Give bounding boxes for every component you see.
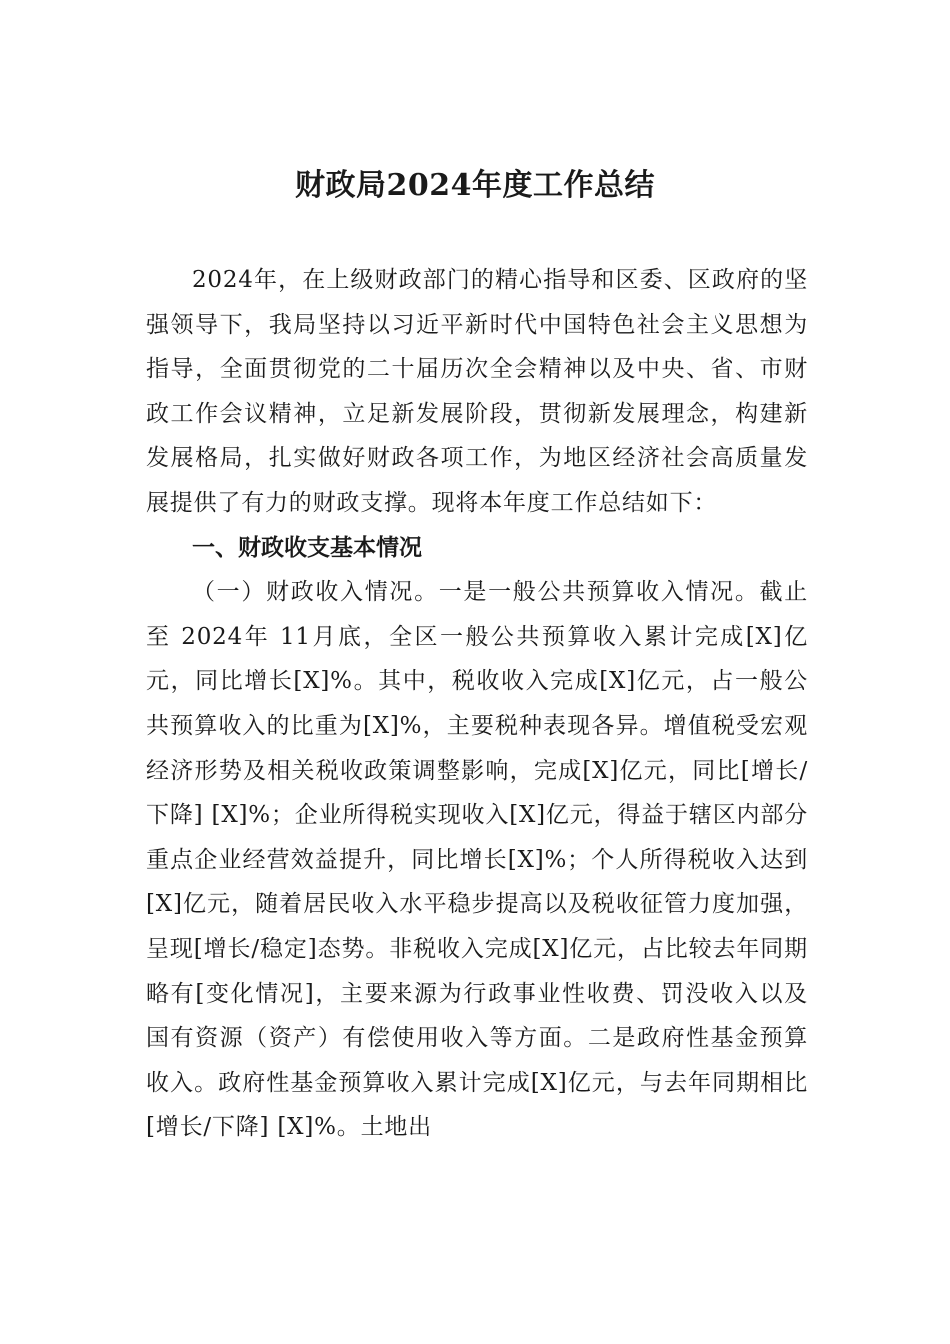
section-heading-1: 一、财政收支基本情况 [192, 534, 422, 561]
section-1-paragraph: （一）财政收入情况。一是一般公共预算收入情况。截止至 2024年 11月底，全区一般公共预算收入累计完成[X]亿元，同比增长[X]%。其中，税收收入完成[X]亿元，占一般公共预算收入的比重为[X]%，主要税种表现各异。增值税受宏观经济形势及相关税收政策调整影响，完成[X]亿元，同比[增长/下降] [X]%；企业所得税实现收入[X]亿元，得益于辖区内部分重点企业经营效益提升，同比增长[X]%；个人所得税收入达到[X]亿元，随着居民收入水平稳步提高以及税收征管力度加强，呈现[增长/稳定]态势。非税收入完成[X]亿元，占比较去年同期略有[变化情况]，主要来源为行政事业性收费、罚没收入以及国有资源（资产）有偿使用收入等方面。二是政府性基金预算收入。政府性基金预算收入累计完成[X]亿元，与去年同期相比[增长/下降] [X]%。土地出 [146, 579, 808, 1141]
document-title: 财政局2024年度工作总结 [295, 168, 655, 203]
intro-paragraph: 2024年，在上级财政部门的精心指导和区委、区政府的坚强领导下，我局坚持以习近平新时代中国特色社会主义思想为指导，全面贯彻党的二十届历次全会精神以及中央、省、市财政工作会议精神，立足新发展阶段，贯彻新发展理念，构建新发展格局，扎实做好财政各项工作，为地区经济社会高质量发展提供了有力的财政支撑。现将本年度工作总结如下： [146, 267, 808, 516]
document-body [146, 258, 808, 1150]
